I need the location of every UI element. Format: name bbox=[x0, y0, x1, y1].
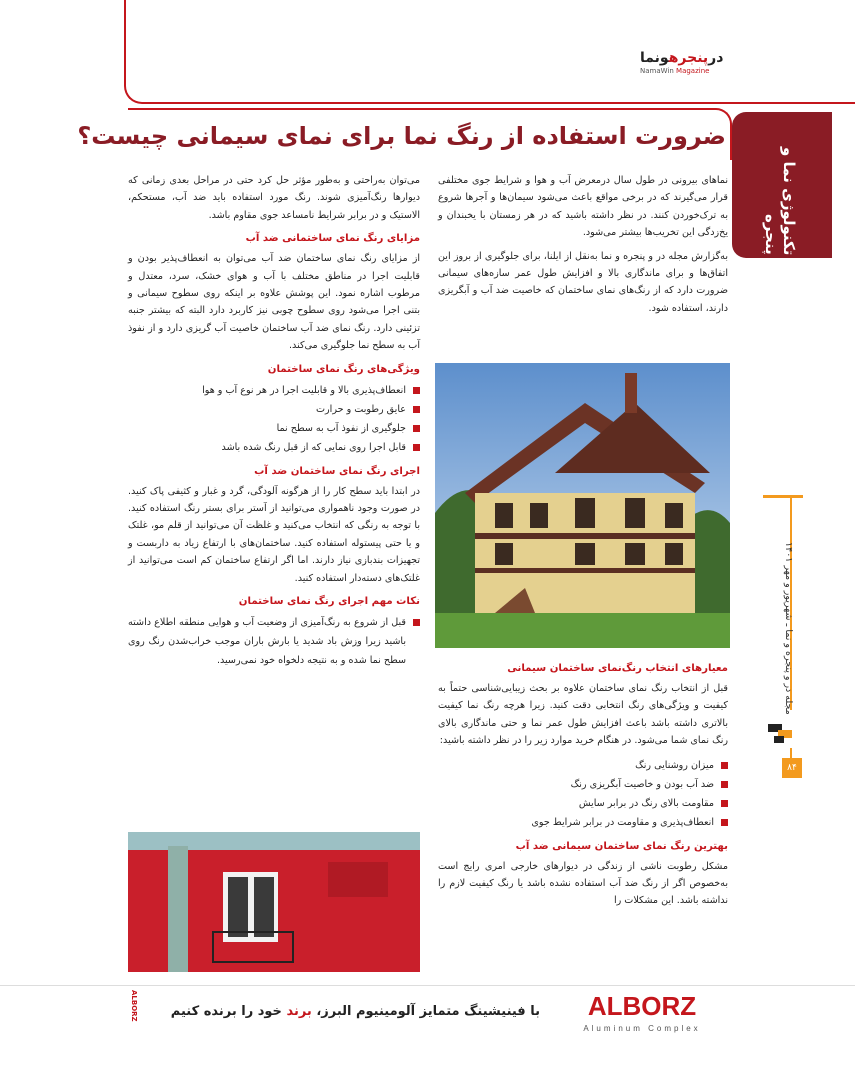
red-wall-photo bbox=[128, 832, 420, 972]
heading-criteria: معیارهای انتخاب رنگ‌نمای ساختمان سیمانی bbox=[507, 663, 728, 674]
brand-sub-text: Aluminum Complex bbox=[583, 1024, 701, 1033]
footer-side-mark: ALBORZ bbox=[130, 990, 138, 1022]
section-tab-label: تکنولوژی نما و پنجره bbox=[762, 146, 798, 255]
footer-slogan: با فینیشینگ متمایز آلومینیوم البرز، برند خود را برنده کنیم bbox=[170, 1004, 540, 1019]
list-item: عایق رطوبت و حرارت bbox=[128, 400, 420, 419]
heading-features: ویژگی‌های رنگ نمای ساختمان bbox=[267, 363, 420, 375]
sidebar-accent bbox=[763, 495, 803, 498]
house-photo bbox=[435, 363, 730, 648]
left-paragraph-1: می‌توان به‌راحتی و به‌طور مؤثر حل کرد حتی در مراحل بعدی زمانی که دیوارها رنگ‌آمیزی شوند. رنگ مورد استفاده باید ضد آب، مستحکم، الاستیک و در برابر شرایط نامساعد جوی مقاوم باشد. bbox=[128, 175, 420, 221]
column-right-bottom bbox=[438, 654, 728, 916]
features-list bbox=[128, 381, 420, 457]
header-frame bbox=[124, 0, 855, 104]
column-left bbox=[128, 172, 420, 676]
brand-logo-text: ALBORZ bbox=[587, 993, 697, 1021]
criteria-paragraph: قبل از انتخاب رنگ نمای ساختمان علاوه بر بحث زیبایی‌شناسی حتماً به کیفیت و ویژگی‌های رنگ انتخابی دقت کنید. زیرا هرچه رنگ نما کیفیت بالاتری داشته باشد باعث افزایش طول عمر نما و حتی ماندگاری بالای رنگ نمای شما می‌شود. در هنگام خرید موارد زیر را در نظر داشته باشید: bbox=[438, 683, 728, 747]
list-item: میزان روشنایی رنگ bbox=[438, 756, 728, 775]
heading-benefits: مزایای رنگ نمای ساختمانی ضد آب bbox=[245, 233, 420, 245]
pipe-icon bbox=[766, 718, 796, 746]
intro-paragraph-2: به‌گزارش مجله در و پنجره و نما به‌نقل از ایلنا، برای جلوگیری از بروز این اتفاق‌ها و برای ماندگاری بالا و افزایش طول عمر سازه‌های سیمانی ضرورت دارد که از رنگ‌های نمای ساختمان که خاصیت ضد آب و آبگریزی دارند، استفاده شود. bbox=[438, 250, 728, 314]
list-item: قابل اجرا روی نمایی که از قبل رنگ شده باشد bbox=[128, 438, 420, 457]
column-right-top bbox=[438, 172, 728, 323]
list-item: قبل از شروع به رنگ‌آمیزی از وضعیت آب و هوایی منطقه اطلاع داشته باشید زیرا وزش باد شدید یا بارش باران موجب خراب‌شدن رنگ روی سطح نما شده و به نتیجه دلخواه خود نمی‌رسید. bbox=[128, 613, 420, 670]
issue-info: مجله در و پنجره و نما ـ شهریور و مهر ۱۴۰۱ bbox=[783, 542, 794, 715]
heading-apply: اجرای رنگ نمای ساختمان ضد آب bbox=[254, 465, 420, 477]
tips-list bbox=[128, 613, 420, 670]
best-paragraph: مشکل رطوبت ناشی از زندگی در دیوارهای خارجی امری رایج است به‌خصوص اگر از رنگ ضد آب استفاده نشده باشد یا رنگ کیفیت لازم را نداشته باشد. این مشکلات را bbox=[438, 860, 728, 907]
page-number: ۸۴ bbox=[782, 758, 802, 778]
apply-paragraph: در ابتدا باید سطح کار را از هرگونه آلودگی، گرد و غبار و کثیفی پاک کنید. در صورت وجود ناهمواری می‌توانید از آستر برای بستر رنگ استفاده کنید. با توجه به رنگی که انتخاب می‌کنید و غلظت آن می‌توانید از قلم مو، غلتک و یا حتی پیستوله استفاده کنید. ساختمان‌های با ارتفاع زیاد به داربست و تجهیزات بندبازی نیاز دارند. اما اگر ارتفاع ساختمان کم است می‌توانید از غلتک‌های دسته‌دار استفاده کنید. bbox=[128, 485, 420, 584]
alborz-logo bbox=[553, 993, 731, 1035]
list-item: ضد آب بودن و خاصیت آبگریزی رنگ bbox=[438, 775, 728, 794]
heading-best: بهترین رنگ نمای ساختمان سیمانی ضد آب bbox=[515, 840, 728, 852]
benefits-paragraph: از مزایای رنگ نمای ساختمان ضد آب می‌توان به انعطاف‌پذیر بودن و قابلیت اجرا در مناطق مختلف با آب و هوای خشک، سرد، معتدل و مرطوب اشاره نمود. این پوشش علاوه بر اینکه روی سطوح سیمانی و بتنی اجرا می‌شود روی سطوح چوبی نیز کاربرد دارد البته که بیشتر جنبه تزئینی دارد. رنگ نمای ضد آب ساختمان خاصیت آب گریزی دارد و از نفوذ آب به سطح نما جلوگیری می‌کند. bbox=[128, 253, 420, 352]
intro-paragraph-1: نماهای بیرونی در طول سال درمعرض آب و هوا و شرایط جوی مختلفی قرار می‌گیرند که در برخی مواقع باعث می‌شود سیمان‌ها و آجرها شروع به ترک‌خوردن کنند. در نظر داشته باشید که در هر زمستان با یخبندان و یخ‌زدگی این تخریب‌ها بیشتر می‌شود. bbox=[438, 175, 728, 239]
list-item: انعطاف‌پذیری بالا و قابلیت اجرا در هر نوع آب و هوا bbox=[128, 381, 420, 400]
list-item: مقاومت بالای رنگ در برابر سایش bbox=[438, 794, 728, 813]
heading-tips: نکات مهم اجرای رنگ نمای ساختمان bbox=[238, 596, 420, 608]
magazine-logo: درپنجرهونما NamaWin Magazine bbox=[640, 50, 724, 75]
list-item: جلوگیری از نفوذ آب به سطح نما bbox=[128, 419, 420, 438]
article-title: ضرورت استفاده از رنگ نما برای نمای سیمانی چیست؟ bbox=[77, 122, 726, 150]
criteria-list bbox=[438, 756, 728, 832]
footer-divider bbox=[0, 985, 855, 986]
list-item: انعطاف‌پذیری و مقاومت در برابر شرایط جوی bbox=[438, 813, 728, 832]
